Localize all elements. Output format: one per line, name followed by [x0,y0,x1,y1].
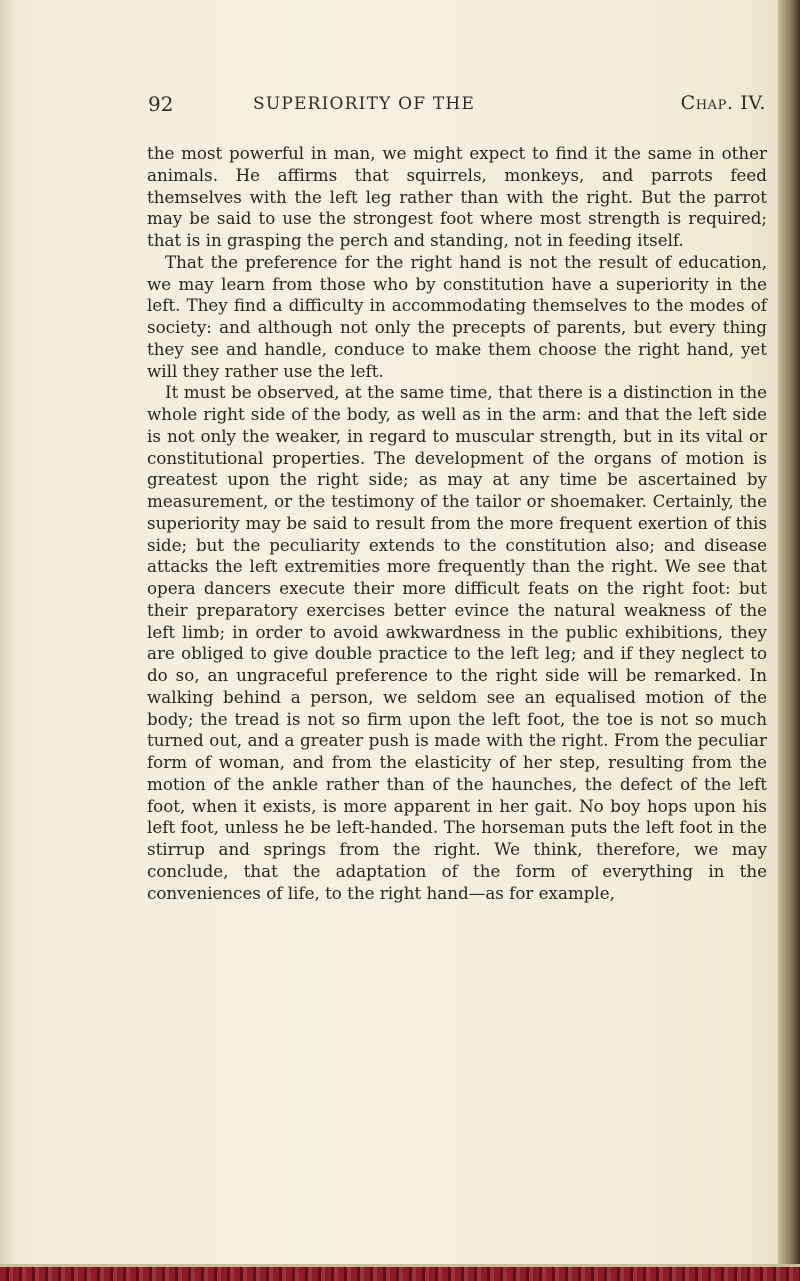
paragraph-education: That the preference for the right hand is not the result of education, we may learn from those who by constitution have a superiority in the left. They find a difficulty in accommodating themselves to the modes of society: and although not only the precepts of parents, but every thing they see and handle, conduce to make them choose the right hand, yet will they rather use the left. [147,251,767,381]
page-number: 92 [148,92,174,116]
chapter-label: Chap. IV. [680,92,766,114]
page-bottom-binding-band [0,1267,800,1281]
page-left-edge-shadow [0,0,14,1281]
book-spine-edge [778,0,800,1281]
body-text [147,143,767,904]
running-title: SUPERIORITY OF THE [253,94,476,114]
running-header [148,92,766,122]
paragraph-continued: the most powerful in man, we might expect to find it the same in other animals. He affirms that squirrels, monkeys, and parrots feed themselves with the left leg rather than with the right. But the parrot may be said to use the strongest foot where most strength is required; that is in grasping the perch and standing, not in feeding itself. [147,143,767,250]
paragraph-right-side: It must be observed, at the same time, that there is a distinction in the whole right side of the body, as well as in the arm: and that the left side is not only the weaker, in regard to muscular strength, but in its vital or constitutional properties. The development of the organs of motion is greatest upon the right side; as may at any time be ascertained by measurement, or the testimony of the tailor or shoemaker. Certainly, the superiority may be said to result from the more frequent exertion of this side; but the peculiarity extends to the constitution also; and disease attacks the left extremities more frequently than the right. We see that opera dancers execute their more difficult feats on the right foot: but their preparatory exercises better evince the natural weakness of the left limb; in order to avoid awkwardness in the public exhibitions, they are obliged to give double practice to the left leg; and if they neglect to do so, an ungraceful preference to the right side will be remarked. In walking behind a person, we seldom see an equalised motion of the body; the tread is not so firm upon the left foot, the toe is not so much turned out, and a greater push is made with the right. From the peculiar form of woman, and from the elasticity of her step, resulting from the motion of the ankle rather than of the haunches, the defect of the left foot, when it exists, is more apparent in her gait. No boy hops upon his left foot, unless he be left-handed. The horseman puts the left foot in the stirrup and springs from the right. We think, therefore, we may conclude, that the adaptation of the form of everything in the conveniences of life, to the right hand—as for example, [147,382,767,903]
